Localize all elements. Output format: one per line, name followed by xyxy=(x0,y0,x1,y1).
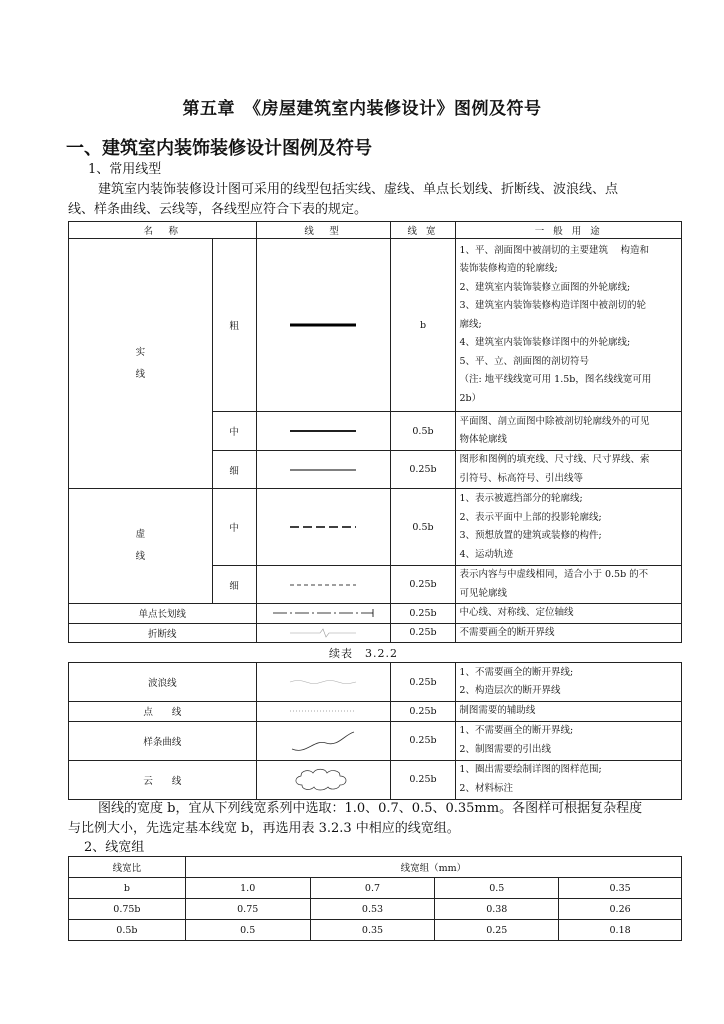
break-line-use: 不需要画全的断开界线 xyxy=(456,623,682,643)
solid-medium-uses: 平面图、剖立面图中除被剖切轮廓线外的可见 物体轮廓线 xyxy=(456,412,682,451)
table-header-row xyxy=(69,857,682,878)
dashed-thin-width: 0.25b xyxy=(390,566,456,604)
wave-line-width: 0.25b xyxy=(390,663,456,702)
header-line-width-ratio: 线宽比 xyxy=(69,857,186,878)
break-line-width: 0.25b xyxy=(390,623,456,643)
dot-line-sample xyxy=(256,702,390,722)
dashed-medium-label: 中 xyxy=(212,489,256,566)
table-row xyxy=(69,604,682,624)
thin-solid-line-sample xyxy=(288,467,358,473)
header-name: 名 称 xyxy=(69,222,257,239)
spline-name: 样条曲线 xyxy=(69,721,257,760)
table-cell: 0.35 xyxy=(310,920,435,941)
table-row xyxy=(69,899,682,920)
dashed-thin-sample xyxy=(256,566,390,604)
wave-line-icon xyxy=(288,677,358,687)
chapter-title: 第五章 《房屋建筑室内装修设计》图例及符号 xyxy=(182,99,542,119)
solid-thin-width: 0.25b xyxy=(390,451,456,489)
header-line-type: 线 型 xyxy=(256,222,390,239)
table-row xyxy=(69,721,682,760)
table-cell: b xyxy=(69,878,186,899)
table-cell: 0.53 xyxy=(310,899,435,920)
table-row xyxy=(69,760,682,799)
solid-medium-width: 0.5b xyxy=(390,412,456,451)
wave-line-uses: 1、不需要画全的断开界线; 2、构造层次的断开界线 xyxy=(456,663,682,702)
cloud-line-uses: 1、圈出需要绘制详图的图样范围; 2、材料标注 xyxy=(456,760,682,799)
dashed-line-name: 虚 线 xyxy=(69,489,213,604)
chain-line-sample xyxy=(256,604,390,624)
thin-dashed-line-sample xyxy=(288,582,358,588)
solid-medium-label: 中 xyxy=(212,412,256,451)
table-row xyxy=(69,878,682,899)
chain-line-width: 0.25b xyxy=(390,604,456,624)
table-cell: 0.7 xyxy=(310,878,435,899)
medium-dashed-line-sample xyxy=(288,524,358,530)
cloud-line-icon xyxy=(288,767,358,793)
break-line-name: 折断线 xyxy=(69,623,257,643)
table-cell: 0.5 xyxy=(185,920,310,941)
table-row xyxy=(69,623,682,643)
spline-sample xyxy=(256,721,390,760)
solid-thick-uses: 1、平、剖面图中被剖切的主要建筑 构造和 装饰装修构造的轮廓线; 2、建筑室内装饰装修立面图的外轮廓线; 3、建筑室内装饰装修构造详图中被剖切的轮 廓线; 4、建筑室内装饰装修详图中的外轮廓线; 5、平、立、剖面图的剖切符号 （注: 地平线线宽可用 1.5b，图名线线宽可用 2b） xyxy=(456,239,682,412)
table-cell: 0.75b xyxy=(69,899,186,920)
table-row xyxy=(69,239,682,412)
solid-thick-label: 粗 xyxy=(212,239,256,412)
dashed-medium-uses: 1、表示被遮挡部分的轮廓线; 2、表示平面中上部的投影轮廓线; 3、预想放置的建筑或装修的构件; 4、运动轨迹 xyxy=(456,489,682,566)
table-cell: 0.75 xyxy=(185,899,310,920)
dot-line-name: 点 线 xyxy=(69,702,257,722)
dashed-thin-label: 细 xyxy=(212,566,256,604)
header-usage: 一 般 用 途 xyxy=(456,222,682,239)
chain-line-use: 中心线、对称线、定位轴线 xyxy=(456,604,682,624)
table-row xyxy=(69,920,682,941)
line-type-table-continued xyxy=(68,662,682,800)
solid-thick-width: b xyxy=(390,239,456,412)
dot-line-use: 制图需要的辅助线 xyxy=(456,702,682,722)
dashed-medium-sample xyxy=(256,489,390,566)
table-cell: 0.35 xyxy=(559,878,682,899)
section-title: 一、建筑室内装饰装修设计图例及符号 xyxy=(66,138,372,159)
table-cell: 0.18 xyxy=(559,920,682,941)
line-type-table xyxy=(68,221,682,643)
subsection-line-width-group: 2、线宽组 xyxy=(84,840,145,855)
spline-curve-icon xyxy=(288,729,358,753)
width-text-line-1: 图线的宽度 b，宜从下列线宽系列中选取：1.0、0.7、0.5、0.35mm。各图样可根据复杂程度 xyxy=(98,801,643,816)
solid-thin-sample xyxy=(256,451,390,489)
medium-solid-line-sample xyxy=(288,428,358,434)
dashed-thin-uses: 表示内容与中虚线相同，适合小于 0.5b 的不 可见轮廓线 xyxy=(456,566,682,604)
solid-medium-sample xyxy=(256,412,390,451)
dashed-medium-width: 0.5b xyxy=(390,489,456,566)
continuation-caption: 续表 3.2.2 xyxy=(329,647,398,660)
dot-line-icon xyxy=(288,708,358,714)
table-row xyxy=(69,489,682,566)
header-line-width-group: 线宽组（mm） xyxy=(185,857,681,878)
width-text-line-2: 与比例大小，先选定基本线宽 b，再选用表 3.2.3 中相应的线宽组。 xyxy=(68,821,460,836)
solid-line-name: 实 线 xyxy=(69,239,213,489)
break-line-sample xyxy=(256,623,390,643)
line-width-group-table xyxy=(68,856,682,941)
table-cell: 0.26 xyxy=(559,899,682,920)
intro-text-line-2: 线、样条曲线、云线等，各线型应符合下表的规定。 xyxy=(68,202,368,217)
spline-width: 0.25b xyxy=(390,721,456,760)
wave-line-sample xyxy=(256,663,390,702)
solid-thin-label: 细 xyxy=(212,451,256,489)
cloud-line-width: 0.25b xyxy=(390,760,456,799)
cloud-line-name: 云 线 xyxy=(69,760,257,799)
subsection-line-types: 1、常用线型 xyxy=(88,162,162,177)
solid-thin-uses: 图形和图例的填充线、尺寸线、尺寸界线、索 引符号、标高符号、引出线等 xyxy=(456,451,682,489)
chain-line-name: 单点长划线 xyxy=(69,604,257,624)
solid-thick-sample xyxy=(256,239,390,412)
dot-line-width: 0.25b xyxy=(390,702,456,722)
intro-text-line-1: 建筑室内装饰装修设计图可采用的线型包括实线、虚线、单点长划线、折断线、波浪线、点 xyxy=(98,182,619,197)
table-cell: 0.5b xyxy=(69,920,186,941)
table-cell: 1.0 xyxy=(185,878,310,899)
thick-solid-line-sample xyxy=(288,321,358,329)
wave-line-name: 波浪线 xyxy=(69,663,257,702)
table-row xyxy=(69,702,682,722)
spline-uses: 1、不需要画全的断开界线; 2、制图需要的引出线 xyxy=(456,721,682,760)
table-cell: 0.25 xyxy=(435,920,559,941)
chain-line-icon xyxy=(271,608,375,618)
cloud-line-sample xyxy=(256,760,390,799)
header-line-width: 线 宽 xyxy=(390,222,456,239)
table-cell: 0.38 xyxy=(435,899,559,920)
break-line-icon xyxy=(288,628,358,638)
table-cell: 0.5 xyxy=(435,878,559,899)
table-row xyxy=(69,663,682,702)
